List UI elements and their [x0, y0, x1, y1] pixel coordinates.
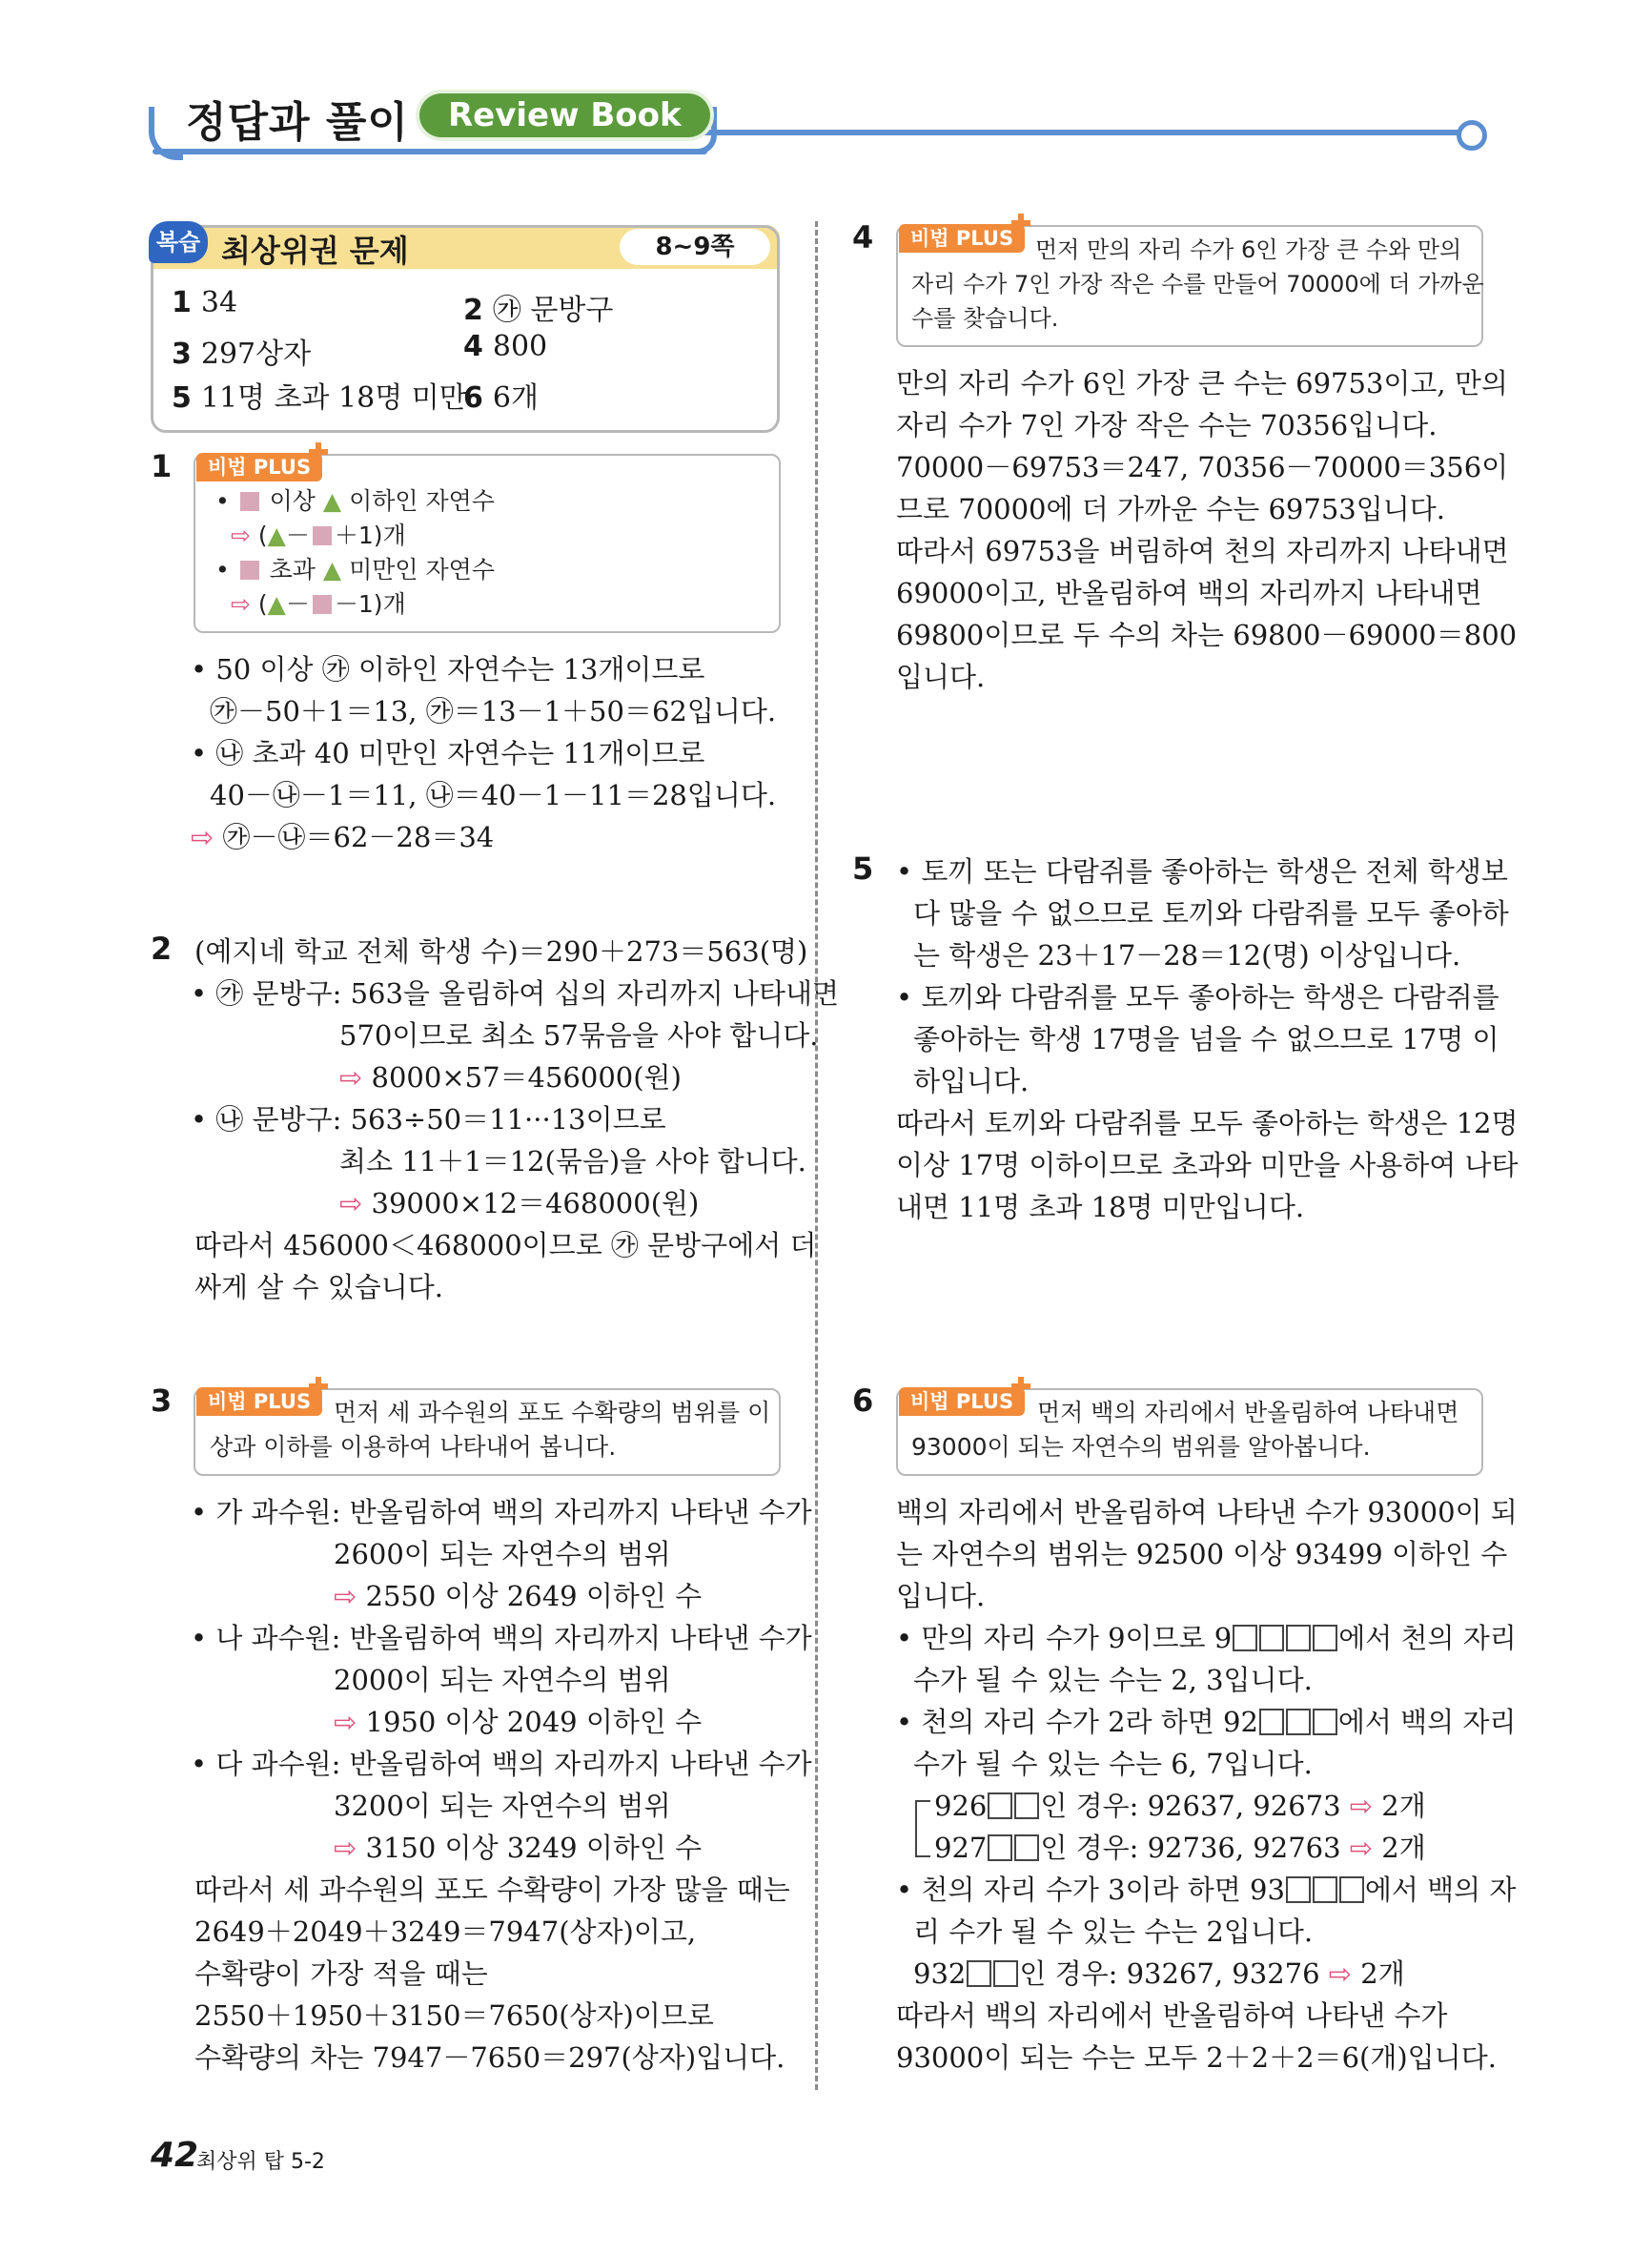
answer-item: 3 297상자	[172, 338, 312, 371]
header-rule-end-icon	[1457, 120, 1487, 151]
solution-line: 는 학생은 23＋17－28＝12(명) 이상입니다.	[913, 939, 1461, 972]
tip-line: 먼저 만의 자리 수가 6인 가장 큰 수와 만의	[1035, 236, 1462, 263]
solution-line: 자리 수가 7인 가장 작은 수는 70356입니다.	[896, 409, 1438, 441]
solution-line: 다 많을 수 없으므로 토끼와 다람쥐를 모두 좋아하	[913, 897, 1509, 930]
solution-line: • 만의 자리 수가 9이므로 9 에서 천의 자리	[896, 1622, 1517, 1654]
solution-line: 수확량이 가장 적을 때는	[194, 1957, 488, 1990]
answer-item: 1 34	[172, 286, 238, 319]
solution-line: • 나 과수원: 반올림하여 백의 자리까지 나타낸 수가	[191, 1622, 812, 1654]
answer-item: 6 6개	[463, 381, 539, 415]
tip-line: 먼저 백의 자리에서 반올림하여 나타내면	[1037, 1399, 1459, 1426]
solution-line: 입니다.	[896, 1580, 986, 1612]
solution-line: (예지네 학교 전체 학생 수)＝290＋273＝563(명)	[194, 935, 808, 968]
solution-line: 69000이고, 반올림하여 백의 자리까지 나타내면	[896, 577, 1482, 609]
plus-tag: 비법 PLUS	[196, 453, 322, 481]
solution-line: 최소 11＋1＝12(묶음)을 사야 합니다.	[339, 1145, 806, 1178]
plus-tag: 비법 PLUS	[899, 224, 1025, 253]
solution-line: ⇨ 1950 이상 2049 이하인 수	[334, 1706, 703, 1738]
solution-line: 므로 70000에 더 가까운 수는 69753입니다.	[896, 493, 1445, 525]
solution-line: • ㉯ 초과 40 미만인 자연수는 11개이므로	[191, 737, 705, 769]
solution-line: 2649＋2049＋3249＝7947(상자)이고,	[194, 1915, 697, 1948]
tip-line: ⇨ (▲－ －1)개	[231, 590, 406, 618]
solution-line: ⇨ ㉮－㉯＝62－28＝34	[191, 821, 495, 853]
page-number: 42	[151, 2136, 199, 2175]
case-bracket	[915, 1800, 930, 1857]
tip-line: 상과 이하를 이용하여 나타내어 봅니다.	[210, 1433, 617, 1461]
solution-line: • ㉮ 문방구: 563을 올림하여 십의 자리까지 나타내면	[191, 977, 840, 1010]
problem-number: 4	[852, 219, 874, 256]
solution-line: 따라서 456000＜468000이므로 ㉮ 문방구에서 더	[194, 1229, 817, 1261]
tip-line: 93000이 되는 자연수의 범위를 알아봅니다.	[911, 1433, 1371, 1461]
solution-line: 따라서 토끼와 다람쥐를 모두 좋아하는 학생은 12명	[896, 1107, 1519, 1139]
solution-line: 따라서 세 과수원의 포도 수확량이 가장 많을 때는	[194, 1874, 790, 1906]
plus-tag: 비법 PLUS	[196, 1387, 322, 1416]
header-rule	[696, 130, 1466, 135]
plus-icon	[309, 442, 328, 461]
solution-line: 수가 될 수 있는 수는 6, 7입니다.	[913, 1748, 1313, 1780]
header-underline	[153, 149, 707, 154]
solution-line: 이상 17명 이하이므로 초과와 미만을 사용하여 나타	[896, 1149, 1519, 1181]
problem-number: 6	[852, 1383, 874, 1419]
plus-tag: 비법 PLUS	[899, 1387, 1025, 1416]
solution-line: • ㉯ 문방구: 563÷50＝11···13이므로	[191, 1103, 666, 1136]
problem-number: 2	[151, 931, 173, 967]
answer-item: 2 ㉮ 문방구	[463, 294, 614, 327]
solution-line: 수확량의 차는 7947－7650＝297(상자)입니다.	[194, 2041, 785, 2074]
solution-line: • 천의 자리 수가 3이라 하면 93 에서 백의 자	[896, 1874, 1517, 1906]
solution-line: • 다 과수원: 반올림하여 백의 자리까지 나타낸 수가	[191, 1748, 812, 1780]
answer-item: 4 800	[463, 330, 548, 363]
solution-line: 2000이 되는 자연수의 범위	[334, 1664, 671, 1696]
solution-line: 입니다.	[896, 661, 986, 693]
solution-line: • 천의 자리 수가 2라 하면 92 에서 백의 자리	[896, 1706, 1517, 1738]
solution-line: ⇨ 39000×12＝468000(원)	[339, 1187, 700, 1219]
solution-line: 70000－69753＝247, 70356－70000＝356이	[896, 451, 1509, 483]
problem-number: 1	[151, 448, 173, 484]
solution-line: ⇨ 8000×57＝456000(원)	[339, 1061, 682, 1094]
plus-icon	[1011, 214, 1030, 233]
review-book-badge: Review Book	[419, 93, 710, 137]
solution-line: ⇨ 2550 이상 2649 이하인 수	[334, 1580, 703, 1612]
solution-line: 수가 될 수 있는 수는 2, 3입니다.	[913, 1664, 1313, 1696]
solution-line: 40－㉯－1＝11, ㉯＝40－1－11＝28입니다.	[210, 779, 777, 811]
solution-line: 싸게 살 수 있습니다.	[194, 1271, 443, 1303]
solution-line: 하입니다.	[913, 1065, 1030, 1097]
solution-line: 93000이 되는 수는 모두 2＋2＋2＝6(개)입니다.	[896, 2041, 1497, 2074]
column-divider	[815, 221, 818, 2090]
solution-line: 2600이 되는 자연수의 범위	[334, 1538, 671, 1570]
tip-line: 먼저 세 과수원의 포도 수확량의 범위를 이	[334, 1399, 771, 1426]
tip-line: • 초과 ▲ 미만인 자연수	[215, 556, 495, 584]
solution-line: 따라서 백의 자리에서 반올림하여 나타낸 수가	[896, 1999, 1448, 2032]
solution-line: 는 자연수의 범위는 92500 이상 93499 이하인 수	[896, 1538, 1508, 1570]
solution-line: 2550＋1950＋3150＝7650(상자)이므로	[194, 1999, 714, 2032]
problem-number: 3	[151, 1383, 173, 1419]
page-title: 정답과 풀이	[186, 98, 409, 147]
solution-line: • 가 과수원: 반올림하여 백의 자리까지 나타낸 수가	[191, 1496, 812, 1528]
solution-line: • 토끼와 다람쥐를 모두 좋아하는 학생은 다람쥐를	[896, 981, 1499, 1014]
summary-title: 최상위권 문제	[221, 233, 409, 269]
tip-line: • 이상 ▲ 이하인 자연수	[215, 487, 495, 515]
case-line: 927 인 경우: 92736, 92763 ⇨ 2개	[934, 1832, 1426, 1864]
solution-line: 570이므로 최소 57묶음을 사야 합니다.	[339, 1019, 819, 1052]
solution-line: 내면 11명 초과 18명 미만입니다.	[896, 1191, 1305, 1223]
solution-line: 만의 자리 수가 6인 가장 큰 수는 69753이고, 만의	[896, 367, 1508, 399]
plus-icon	[1011, 1377, 1030, 1396]
case-line: 932 인 경우: 93267, 93276 ⇨ 2개	[913, 1957, 1405, 1990]
summary-page-range: 8~9쪽	[620, 229, 770, 265]
solution-line: 3200이 되는 자연수의 범위	[334, 1790, 671, 1822]
solution-line: 리 수가 될 수 있는 수는 2입니다.	[913, 1915, 1314, 1948]
solution-line: ㉮－50＋1＝13, ㉮＝13－1＋50＝62입니다.	[210, 695, 777, 727]
solution-line: 69800이므로 두 수의 차는 69800－69000＝800	[896, 619, 1518, 651]
solution-line: 좋아하는 학생 17명을 넘을 수 없으므로 17명 이	[913, 1023, 1499, 1055]
case-line: 926 인 경우: 92637, 92673 ⇨ 2개	[934, 1790, 1426, 1822]
solution-line: • 50 이상 ㉮ 이하인 자연수는 13개이므로	[191, 653, 705, 686]
book-title: 최상위 탑 5-2	[196, 2150, 325, 2174]
solution-line: ⇨ 3150 이상 3249 이하인 수	[334, 1832, 703, 1864]
problem-number: 5	[852, 850, 874, 887]
plus-icon	[309, 1377, 328, 1396]
solution-line: 따라서 69753을 버림하여 천의 자리까지 나타내면	[896, 535, 1509, 567]
tip-line: 자리 수가 7인 가장 작은 수를 만들어 70000에 더 가까운	[911, 271, 1484, 297]
solution-line: • 토끼 또는 다람쥐를 좋아하는 학생은 전체 학생보	[896, 855, 1508, 888]
tip-line: 수를 찾습니다.	[911, 305, 1059, 332]
tip-line: ⇨ (▲－ ＋1)개	[231, 522, 406, 549]
answer-item: 5 11명 초과 18명 미만	[172, 381, 467, 415]
review-badge: 복습	[149, 221, 208, 263]
solution-line: 백의 자리에서 반올림하여 나타낸 수가 93000이 되	[896, 1496, 1518, 1528]
